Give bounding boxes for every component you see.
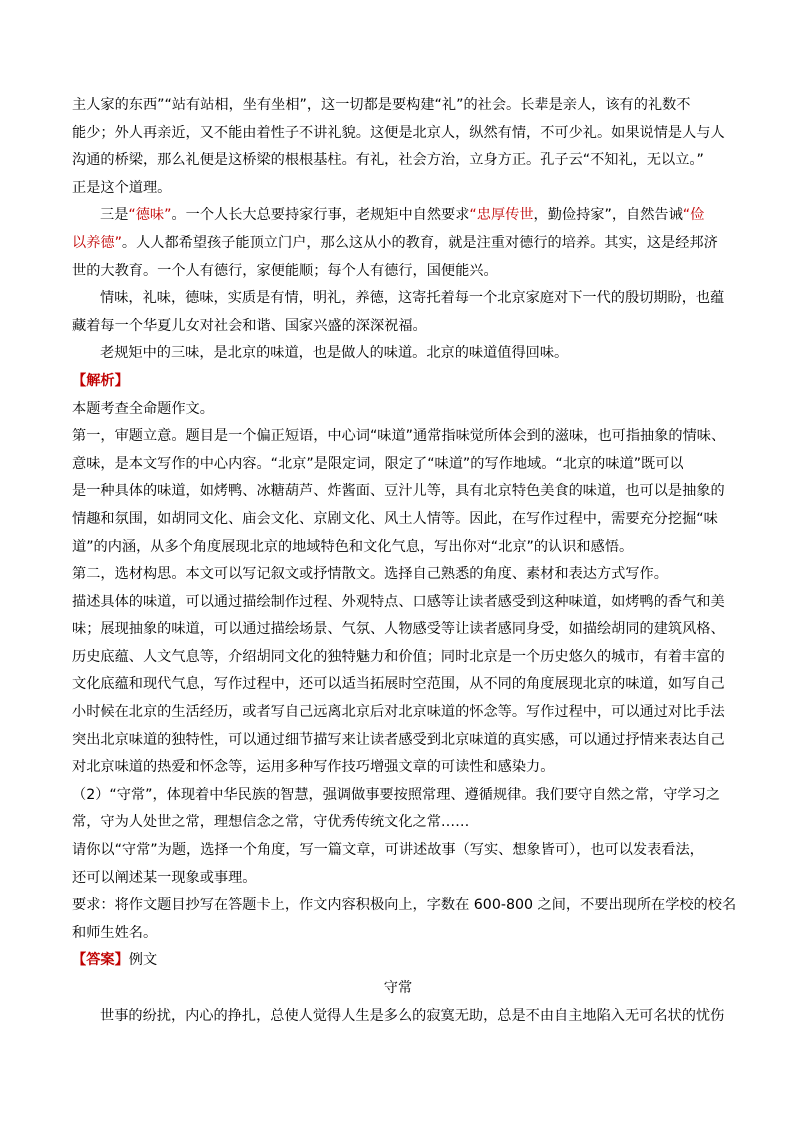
question-line: 和师生姓名。 (72, 924, 158, 941)
analysis-line: 味；展现抽象的味道，可以通过描绘场景、气氛、人物感受等让读者感同身受，如描绘胡同的建筑风格、 (72, 621, 725, 638)
essay-line (72, 230, 724, 258)
analysis-line: 文化底蕴和现代气息，写作过程中，还可以适当拓展时空范围，从不同的角度展现北京的味道，如写自己 (72, 676, 725, 693)
analysis-line: 第二，选材构思。本文可以写记叙文或抒情散文。选择自己熟悉的角度、素材和表达方式写作。 (72, 566, 668, 583)
answer-label: 【答案】 (72, 952, 129, 969)
analysis-line: 情趣和氛围，如胡同文化、庙会文化、京剧文化、风土人情等。因此，在写作过程中，需要充分挖掘“味 (72, 510, 718, 527)
analysis-line: 道”的内涵，从多个角度展现北京的地域特色和文化气息，写出你对“北京”的认识和感悟。 (72, 538, 634, 555)
analysis-line: 是一种具体的味道，如烤鸭、冰糖葫芦、炸酱面、豆汁儿等，具有北京特色美食的味道，也可以是抽象的 (72, 483, 725, 500)
answer-heading (72, 947, 724, 975)
analysis-label: 【解析】 (72, 372, 129, 389)
emphasis-text: “俭 (682, 207, 705, 224)
analysis-line: 小时候在北京的生活经历，或者写自己远离北京后对北京味道的怀念等。写作过程中，可以通过对比手法 (72, 704, 725, 721)
question-line: 请你以“守常”为题，选择一个角度，写一篇文章，可讲述故事（写实、想象皆可），也可以发表看法， (72, 842, 704, 859)
document-page (72, 92, 737, 1030)
analysis-line: 突出北京味道的独特性，可以通过细节描写来让读者感受到北京味道的真实感，可以通过抒情来表达自己 (72, 731, 725, 748)
question-line: （2）“守常”，体现着中华民族的智慧，强调做事要按照常理、遵循规律。我们要守自然之常，守学习之 (72, 786, 720, 803)
essay-text: ，勤俭持家”，自然告诫 (533, 207, 683, 224)
answer-note: 例文 (128, 952, 158, 969)
essay-line: 沟通的桥梁，那么礼便是这桥梁的根根基柱。有礼，社会方治，立身方正。孔子云“不知礼，无以立。” (72, 152, 704, 169)
emphasis-text: “忠厚传世 (469, 207, 534, 224)
analysis-heading (72, 368, 724, 396)
analysis-line: 第一，审题立意。题目是一个偏正短语，中心词“味道”通常指味觉所体会到的滋味，也可指抽象的情味、 (72, 428, 726, 445)
analysis-line: 意味，是本文写作的中心内容。“北京”是限定词，限定了“味道”的写作地域。“北京的味道”既可以 (72, 455, 684, 472)
essay-title: 守常 (383, 980, 413, 996)
essay-line: 能少；外人再亲近，又不能由着性子不讲礼貌。这便是北京人，纵然有情，不可少礼。如果说情是人与人 (72, 124, 725, 141)
essay-line: 正是这个道理。 (72, 179, 172, 196)
question-line: 要求：将作文题目抄写在答题卡上，作文内容积极向上，字数在 600-800 之间，不要出现所在学校的校名 (72, 897, 737, 914)
essay-line: 藏着每一个华夏儿女对社会和谐、国家兴盛的深深祝福。 (72, 317, 427, 334)
analysis-line: 描述具体的味道，可以通过描绘制作过程、外观特点、口感等让读者感受到这种味道，如烤鸭的香气和美 (72, 593, 725, 610)
analysis-line: 历史底蕴、人文气息等，介绍胡同文化的独特魅力和价值；同时北京是一个历史悠久的城市，有着丰富的 (72, 648, 725, 665)
question-line: 常，守为人处世之常，理想信念之常，守优秀传统文化之常…… (72, 814, 470, 831)
emphasis-text: 以养德” (72, 234, 122, 251)
emphasis-text: “德味” (128, 207, 172, 224)
essay-line: 情味，礼味，德味，实质是有情，明礼，养德，这寄托着每一个北京家庭对下一代的殷切期盼，也蕴 (100, 290, 725, 307)
essay-line: 世事的纷扰，内心的挣扎，总使人觉得人生是多么的寂寞无助，总是不由自主地陷入无可名状的忧伤 (100, 1007, 725, 1024)
analysis-line: 对北京味道的热爱和怀念等，运用多种写作技巧增强文章的可读性和感染力。 (72, 759, 555, 776)
question-line: 还可以阐述某一现象或事理。 (72, 869, 257, 886)
essay-line: 世的大教育。一个人有德行，家便能顺；每个人有德行，国便能兴。 (72, 262, 498, 279)
analysis-line: 本题考查全命题作文。 (72, 400, 214, 417)
essay-text: 。一个人长大总要持家行事，老规矩中自然要求 (171, 207, 470, 224)
essay-text: 三是 (100, 207, 129, 224)
essay-line: 主人家的东西”“站有站相，坐有坐相”，这一切都是要构建“礼”的社会。长辈是亲人，该有的礼数不 (72, 97, 691, 113)
essay-text: 。人人都希望孩子能顶立门户，那么这从小的教育，就是注重对德行的培养。其实，这是经邦济 (121, 234, 718, 251)
essay-line: 老规矩中的三味，是北京的味道，也是做人的味道。北京的味道值得回味。 (100, 345, 569, 362)
essay-line (72, 202, 724, 230)
